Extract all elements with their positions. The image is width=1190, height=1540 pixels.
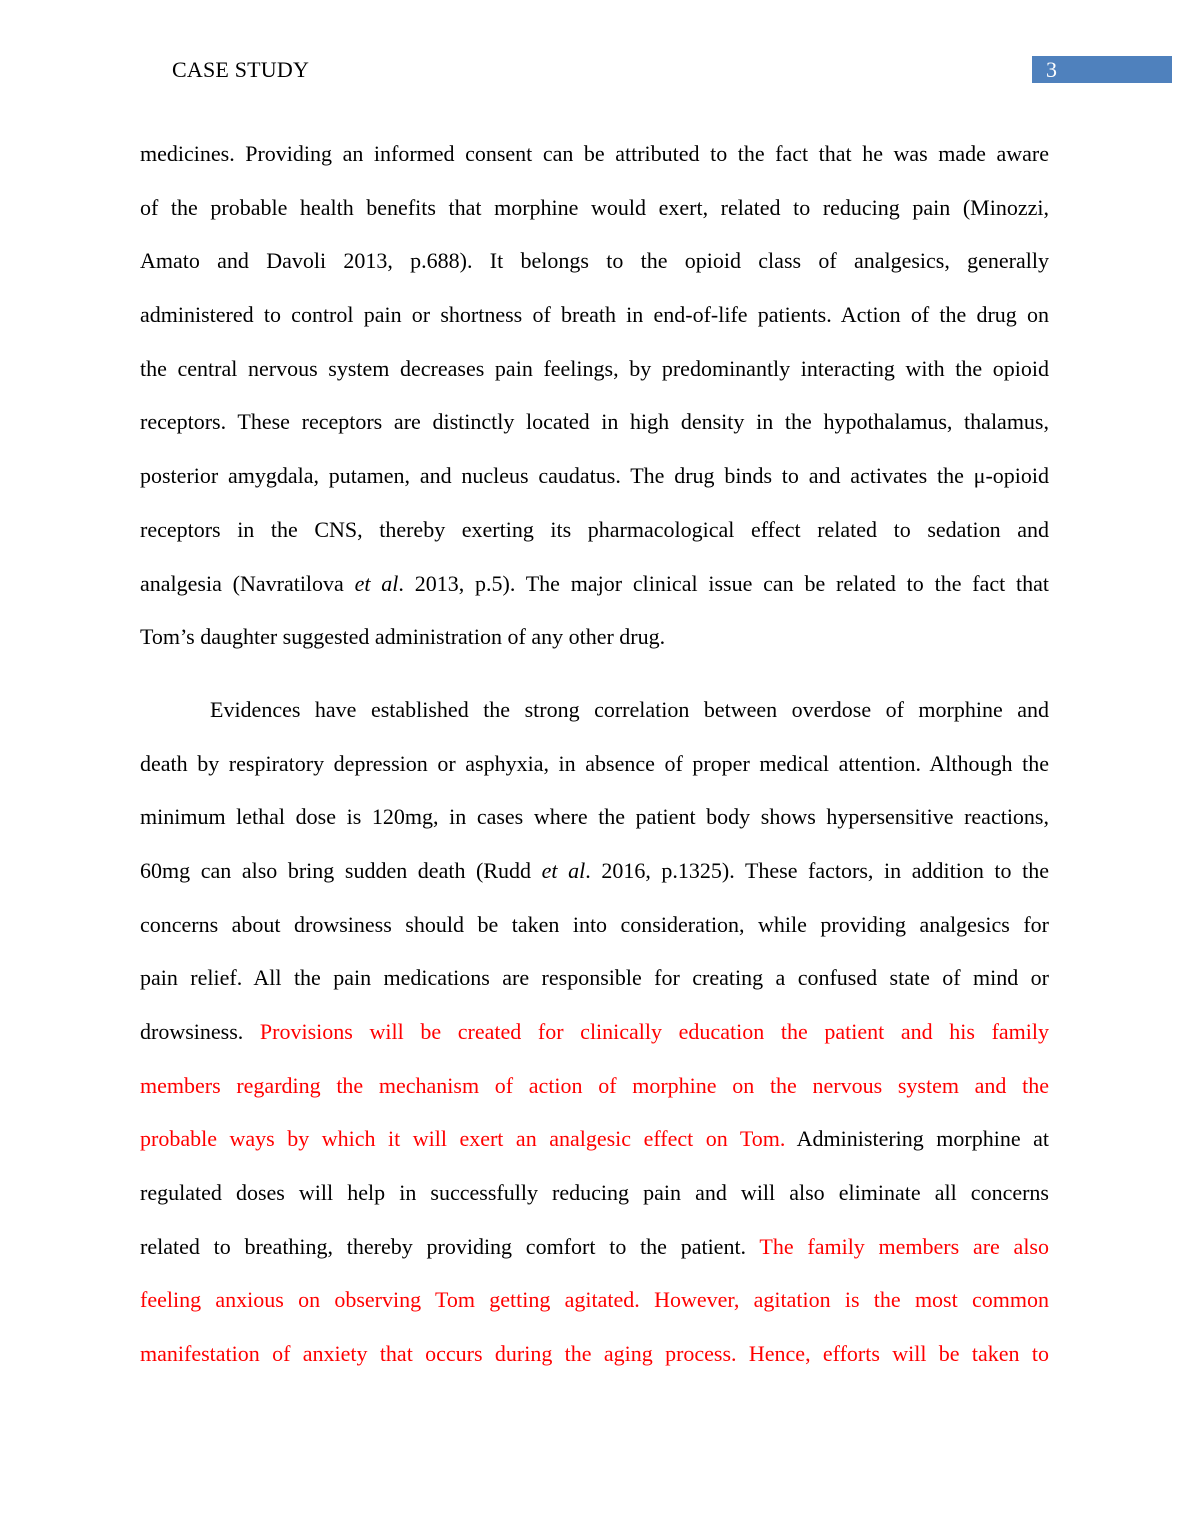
page-number-box <box>1032 56 1172 83</box>
line-text: . 2013, p.5). The major clinical issue can be related to the fact that <box>398 570 1050 596</box>
paragraph-line <box>140 853 1049 907</box>
running-header-title: CASE STUDY <box>172 57 310 82</box>
line-text: related to breathing, thereby providing comfort to the patient. <box>140 1233 760 1259</box>
italic-citation: et al <box>541 857 586 883</box>
highlighted-text: Provisions will be created for clinically education the patient and his family <box>259 1019 1049 1044</box>
highlighted-line: feeling anxious on observing Tom getting agitated. However, agitation is the most common <box>140 1287 1049 1313</box>
italic-citation: et al <box>354 570 399 596</box>
paragraph-line: Amato and Davoli 2013, p.688). It belongs to the opioid class of analgesics, generally <box>140 248 1049 274</box>
highlighted-line: members regarding the mechanism of action of morphine on the nervous system and the <box>140 1072 1049 1098</box>
paragraph-line: Tom’s daughter suggested administration of any other drug. <box>140 624 666 650</box>
document-body <box>140 136 1049 1390</box>
highlighted-text: The family members are also <box>759 1233 1049 1259</box>
paragraph-line: minimum lethal dose is 120mg, in cases where the patient body shows hypersensitive reactions, <box>140 804 1049 830</box>
page-number: 3 <box>1046 57 1057 82</box>
paragraph-line <box>140 566 1049 620</box>
paragraph-line <box>140 1229 1049 1283</box>
paragraph-line: pain relief. All the pain medications are responsible for creating a confused state of mind or <box>140 965 1049 991</box>
highlighted-text: probable ways by which it will exert an analgesic effect on Tom. <box>140 1126 786 1152</box>
paragraph-line <box>140 1014 1049 1068</box>
paragraph-line: receptors. These receptors are distinctly located in high density in the hypothalamus, thalamus, <box>140 409 1049 435</box>
paragraph-line: the central nervous system decreases pain feelings, by predominantly interacting with the opioid <box>140 355 1049 381</box>
paragraph-line: Evidences have established the strong correlation between overdose of morphine and <box>210 696 1049 722</box>
line-text: 60mg can also bring sudden death (Rudd <box>140 857 542 883</box>
paragraph-line: regulated doses will help in successfully reducing pain and will also eliminate all concerns <box>140 1180 1049 1206</box>
paragraph-line: of the probable health benefits that morphine would exert, related to reducing pain (Minozzi, <box>140 194 1049 220</box>
paragraph-line: receptors in the CNS, thereby exerting its pharmacological effect related to sedation and <box>140 516 1049 542</box>
line-text: analgesia (Navratilova <box>140 570 355 596</box>
paragraph-line: medicines. Providing an informed consent can be attributed to the fact that he was made aware <box>140 141 1049 166</box>
paragraph-line: administered to control pain or shortness of breath in end-of-life patients. Action of the drug on <box>140 302 1049 328</box>
paragraph-line: death by respiratory depression or asphyxia, in absence of proper medical attention. Although the <box>140 750 1049 776</box>
paragraph-line: posterior amygdala, putamen, and nucleus caudatus. The drug binds to and activates the μ-opioid <box>140 463 1049 489</box>
line-text: . 2016, p.1325). These factors, in addition to the <box>585 857 1049 883</box>
paragraph-line <box>140 1121 1049 1175</box>
line-text: drowsiness. <box>140 1019 260 1044</box>
paragraph-line: concerns about drowsiness should be taken into consideration, while providing analgesics for <box>140 911 1049 937</box>
line-text: Administering morphine at <box>785 1126 1049 1152</box>
highlighted-line: manifestation of anxiety that occurs during the aging process. Hence, efforts will be taken to <box>140 1341 1049 1367</box>
